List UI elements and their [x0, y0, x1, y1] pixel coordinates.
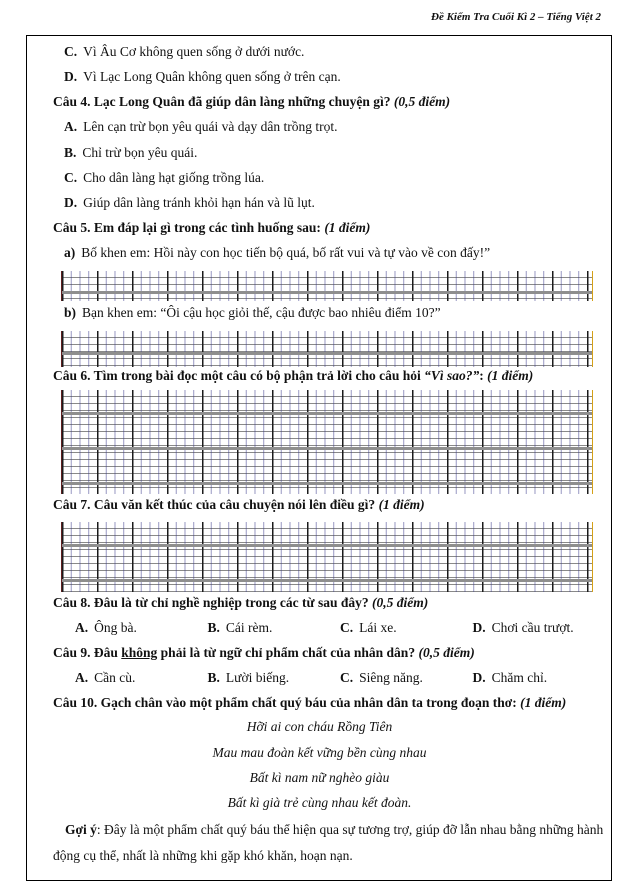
q4-option-a: A. Lên cạn trừ bọn yêu quái và dạy dân trồng trọt.: [64, 119, 338, 134]
q3-option-d: D. Vì Lạc Long Quân không quen sống ở trên cạn.: [64, 69, 341, 84]
poem-line-4: Bất kì già trẻ cùng nhau kết đoàn.: [227, 795, 412, 810]
q9-heading: Câu 9. Đâu không phải là từ ngữ chỉ phẩm chất của nhân dân? (0,5 điểm): [53, 645, 475, 660]
q8-option-b: B. Cái rèm.: [207, 620, 273, 635]
q8-option-c: C. Lái xe.: [340, 620, 397, 635]
q4-heading: Câu 4. Lạc Long Quân đã giúp dân làng những chuyện gì? (0,5 điểm): [53, 94, 451, 109]
page-header-title: Đề Kiểm Tra Cuối Kì 2 – Tiếng Việt 2: [431, 11, 601, 23]
q5-part-b: b) Bạn khen em: “Ôi cậu học giỏi thế, cậu được bao nhiêu điểm 10?”: [64, 305, 441, 320]
q5b-answer-grid[interactable]: [61, 331, 593, 367]
q8-heading: Câu 8. Đâu là từ chỉ nghề nghiệp trong các từ sau đây? (0,5 điểm): [53, 595, 429, 610]
q8-option-a: A. Ông bà.: [75, 620, 137, 635]
q9-option-a: A. Cần cù.: [75, 670, 136, 685]
q3-option-c: C. Vì Âu Cơ không quen sống ở dưới nước.: [64, 44, 305, 59]
q8-option-d: D. Chơi cầu trượt.: [472, 620, 574, 635]
q4-option-d: D. Giúp dân làng tránh khỏi hạn hán và lũ lụt.: [64, 195, 315, 210]
q9-option-c: C. Siêng năng.: [340, 670, 423, 685]
q6-heading: Câu 6. Tìm trong bài đọc một câu có bộ phận trả lời cho câu hỏi “Vì sao?”: (1 điểm): [53, 368, 534, 383]
q8-options: [75, 620, 605, 636]
q5a-answer-grid[interactable]: [61, 271, 593, 301]
hint-paragraph: Gợi ý: Đây là một phẩm chất quý báu thể hiện qua sự tương trợ, giúp đỡ lẫn nhau bằng những hành động cụ thể, nhất là những khi gặp khó khăn, hoạn nạn.: [53, 822, 604, 863]
q10-heading: Câu 10. Gạch chân vào một phẩm chất quý báu của nhân dân ta trong đoạn thơ: (1 điểm): [53, 695, 567, 710]
q4-option-b: B. Chỉ trừ bọn yêu quái.: [64, 145, 198, 160]
poem-line-2: Mau mau đoàn kết vững bền cùng nhau: [212, 745, 427, 760]
q9-options: [75, 670, 605, 686]
poem-line-1: Hỡi ai con cháu Rồng Tiên: [246, 719, 393, 734]
q4-option-c: C. Cho dân làng hạt giống trồng lúa.: [64, 170, 265, 185]
q7-heading: Câu 7. Câu văn kết thúc của câu chuyện nói lên điều gì? (1 điểm): [53, 497, 425, 512]
q9-option-b: B. Lười biếng.: [207, 670, 290, 685]
q5-heading: Câu 5. Em đáp lại gì trong các tình huống sau: (1 điểm): [53, 220, 371, 235]
poem-line-3: Bất kì nam nữ nghèo giàu: [249, 770, 390, 785]
q7-answer-grid[interactable]: [61, 522, 593, 592]
q9-option-d: D. Chăm chỉ.: [472, 670, 548, 685]
q5-part-a: a) Bố khen em: Hồi này con học tiến bộ quá, bố rất vui và tự vào về con đấy!”: [64, 245, 491, 260]
q6-answer-grid[interactable]: [61, 390, 593, 494]
